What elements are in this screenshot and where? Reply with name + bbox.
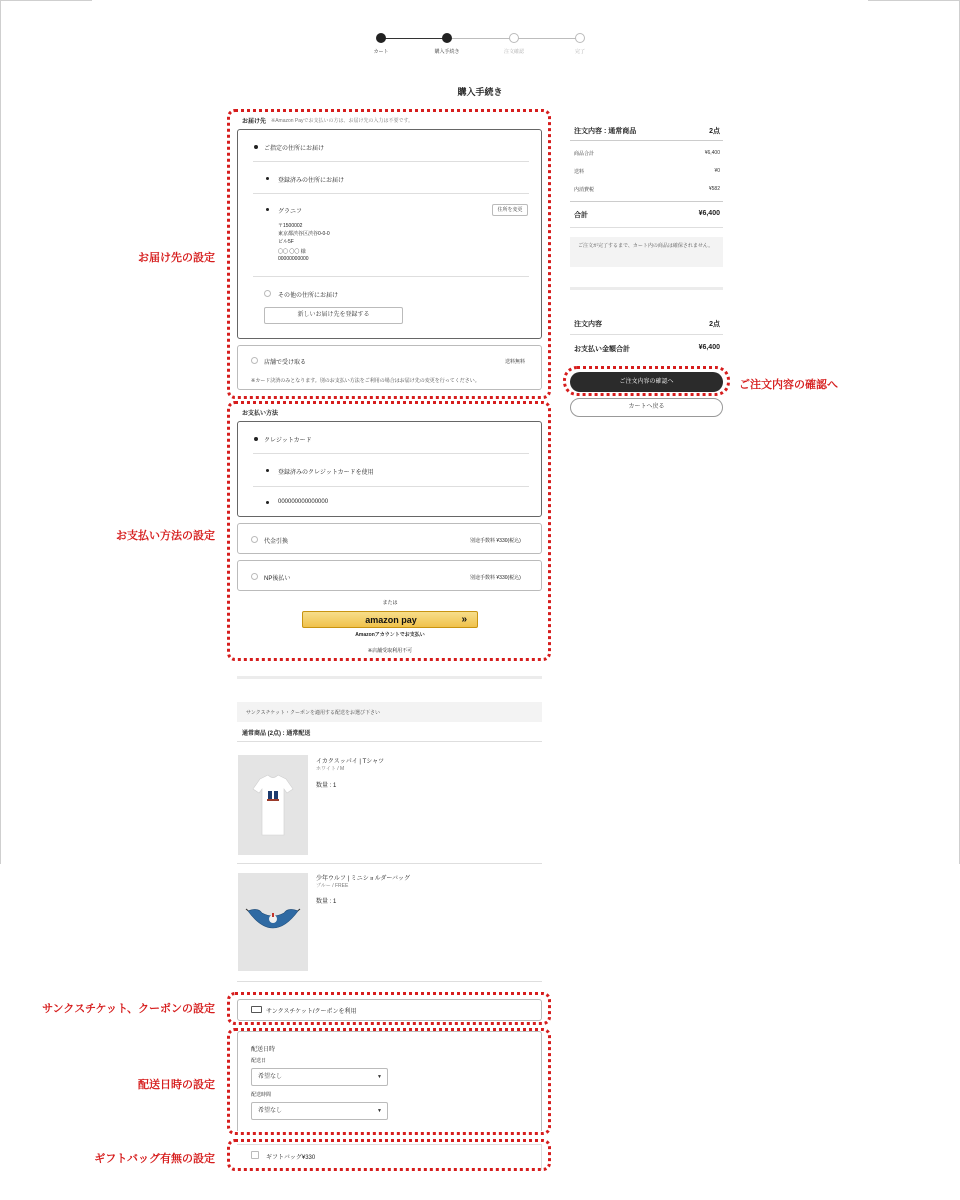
step-label-confirm: 注文確認 (503, 49, 524, 55)
product-image-bag[interactable] (238, 873, 308, 971)
order-count: 2点 (709, 321, 720, 328)
step-dot-complete (575, 33, 585, 43)
annotation-frame-coupon (227, 992, 551, 1025)
summary-sep-3 (570, 227, 723, 228)
change-address-button[interactable]: 住所を変更 (492, 204, 528, 216)
delivery-time-value: 希望なし (258, 1108, 283, 1114)
item-2-variant: ブルー / FREE (316, 883, 349, 889)
or-text: または (382, 600, 398, 606)
step-dot-cart (376, 33, 386, 43)
summary-row-label: 送料 (574, 169, 585, 175)
store-pickup-note: ※カード決済のみとなります。別のお支払い方法をご利用の場合はお届け先の変更を行ってください。 (251, 378, 480, 384)
frame-top-right (868, 0, 960, 1)
giftbag-label[interactable]: ギフトバッグ¥330 (266, 1155, 316, 1161)
delivery-recipient: 〇〇 〇〇 様 (278, 249, 306, 255)
annotation-frame-datetime (227, 1028, 551, 1135)
product-image-tshirt[interactable] (238, 755, 308, 855)
page-title: 購入手続き (457, 87, 503, 97)
annotation-label-confirm: ご注文内容の確認へ (739, 379, 838, 391)
summary-row-value: ¥0 (714, 168, 720, 174)
card-number: 000000000000000 (278, 499, 329, 505)
credit-card-label[interactable]: クレジットカード (264, 438, 312, 444)
summary-title: 注文内容 : 通常商品 (574, 128, 637, 135)
annotation-label-giftbag: ギフトバッグ有無の設定 (94, 1153, 215, 1165)
item-1-qty: 数量 : 1 (316, 783, 337, 789)
step-label-checkout: 購入手続き (434, 49, 460, 55)
delivery-section-title: お届け先 (242, 119, 267, 125)
step-dot-confirm (509, 33, 519, 43)
annotation-frame-confirm (563, 366, 730, 396)
delivery-other-label[interactable]: その他の住所にお届け (278, 293, 339, 299)
summary-row-label: 内消費税 (574, 187, 595, 193)
step-label-cart: カート (373, 49, 389, 55)
delivery-address-line: 東京都渋谷区渋谷0-0-0 (278, 231, 330, 237)
store-pickup-fee: 送料無料 (505, 359, 526, 365)
shipping-sep-3 (237, 981, 542, 982)
chevron-right-icon: » (461, 614, 467, 625)
annotation-frame-delivery (227, 109, 551, 399)
amazon-store-note: ※店舗受取利用不可 (367, 648, 413, 654)
delivery-phone: 00000000000 (278, 256, 309, 262)
confirm-order-button[interactable]: ご注文内容の確認へ (570, 372, 723, 392)
register-new-address-button[interactable]: 新しいお届け先を登録する (264, 307, 403, 324)
annotation-label-delivery: お届け先の設定 (138, 252, 215, 264)
step-label-complete: 完了 (574, 49, 585, 55)
item-1-variant: ホワイト / M (316, 766, 345, 772)
cod-fee: 別途手数料 ¥330(税込) (470, 538, 521, 544)
summary-row-tax (574, 186, 720, 193)
amazon-account-text: Amazonアカウントでお支払い (355, 632, 425, 638)
summary-row-value: ¥6,400 (704, 150, 720, 156)
grand-total-value: ¥6,400 (698, 344, 720, 351)
delivery-address-name: グラニフ (278, 209, 303, 215)
shipping-sep-2 (237, 863, 542, 864)
frame-top-left (0, 0, 92, 1)
order-label: 注文内容 (574, 321, 602, 328)
summary-total-label: 合計 (574, 212, 588, 219)
annotation-frame-payment (227, 401, 551, 661)
delivery-registered-label[interactable]: 登録済みの住所にお届け (278, 178, 345, 184)
delivery-datetime-title: 配送日時 (251, 1047, 276, 1053)
tshirt-icon (238, 755, 308, 855)
frame-left-line (0, 0, 1, 864)
delivery-specified-label[interactable]: ご指定の住所にお届け (264, 146, 325, 152)
summary-notice: ご注文が完了するまで、カート内の商品は確保されません。 (578, 243, 714, 249)
summary-sep-4 (570, 334, 723, 335)
stepper-line-done (381, 38, 447, 39)
annotation-label-datetime: 配送日時の設定 (138, 1079, 215, 1091)
shipping-group-title: 通常商品 (2点) : 通常配送 (242, 731, 311, 737)
shipping-notice: サンクスチケット・クーポンを適用する配送をお選び下さい (246, 710, 381, 716)
amazon-pay-logo: amazon pay (365, 615, 417, 625)
summary-row-shipping (574, 168, 720, 175)
grand-total-label: お支払い金額合計 (574, 346, 630, 353)
summary-sep-1 (570, 140, 723, 141)
annotation-label-coupon: サンクスチケット、クーポンの設定 (42, 1003, 215, 1015)
summary-row-value: ¥582 (708, 186, 720, 192)
np-fee: 別途手数料 ¥330(税込) (470, 575, 521, 581)
summary-sep-2 (570, 201, 723, 202)
delivery-time-label: 配送時間 (251, 1092, 272, 1098)
delivery-section-note: ※Amazon Payでお支払いの方は、お届け先の入力は不要です。 (271, 118, 414, 124)
section-divider (237, 676, 542, 679)
registered-card-label[interactable]: 登録済みのクレジットカードを使用 (278, 470, 374, 476)
delivery-date-label: 配送日 (251, 1058, 267, 1064)
annotation-label-payment: お支払い方法の設定 (116, 530, 215, 542)
back-to-cart-button[interactable]: カートへ戻る (570, 398, 723, 417)
annotation-frame-giftbag (227, 1139, 551, 1171)
item-2-qty: 数量 : 1 (316, 899, 337, 905)
delivery-date-value: 希望なし (258, 1074, 283, 1080)
step-dot-checkout (442, 33, 452, 43)
np-label[interactable]: NP後払い (264, 576, 291, 582)
summary-divider (570, 287, 723, 290)
caret-down-icon: ▼ (377, 1074, 382, 1080)
delivery-building: ビル5F (278, 239, 294, 245)
delivery-postal: 〒1500002 (278, 223, 303, 229)
summary-count: 2点 (709, 128, 720, 135)
payment-section-title: お支払い方法 (242, 411, 279, 417)
summary-total-value: ¥6,400 (698, 210, 720, 217)
shipping-sep-1 (237, 741, 542, 742)
cod-label[interactable]: 代金引換 (264, 539, 289, 545)
summary-row-label: 商品合計 (574, 151, 595, 157)
summary-row-subtotal (574, 150, 720, 157)
store-pickup-label[interactable]: 店舗で受け取る (264, 360, 307, 366)
coupon-label[interactable]: サンクスチケット/クーポンを利用 (266, 1009, 357, 1015)
item-2-name[interactable]: 少年ウルフ | ミニショルダーバッグ (316, 876, 411, 882)
item-1-name[interactable]: イカクスッパイ | Tシャツ (316, 759, 385, 765)
caret-down-icon: ▼ (377, 1108, 382, 1114)
bag-icon (238, 873, 308, 971)
